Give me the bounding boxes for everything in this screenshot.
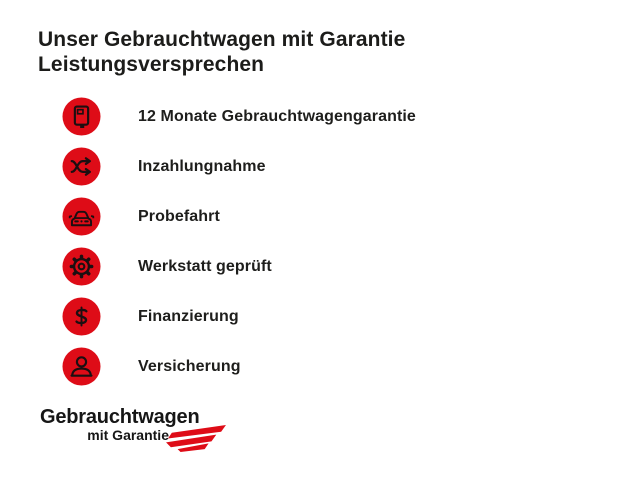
logo-subline: mit Garantie [87, 427, 169, 443]
page-title-line1: Unser Gebrauchtwagen mit Garantie [38, 28, 406, 51]
benefit-row-test-drive [62, 197, 416, 236]
warranty-booklet-icon [62, 97, 101, 136]
shuffle-icon [62, 147, 101, 186]
benefit-row-trade-in [62, 147, 416, 186]
dollar-icon [62, 297, 101, 336]
benefit-row-insurance [62, 347, 416, 386]
benefit-label: Finanzierung [138, 307, 239, 325]
red-swoosh-icon [166, 424, 226, 453]
logo-wordmark: Gebrauchtwagen [40, 406, 200, 428]
benefit-row-workshop [62, 247, 416, 286]
benefit-row-warranty [62, 97, 416, 136]
benefit-label: 12 Monate Gebrauchtwagengarantie [138, 107, 416, 125]
benefit-label: Versicherung [138, 357, 241, 375]
benefit-label: Inzahlungnahme [138, 157, 266, 175]
gear-icon [62, 247, 101, 286]
car-icon [62, 197, 101, 236]
page-title [38, 27, 405, 77]
benefit-label: Probefahrt [138, 207, 220, 225]
benefit-label: Werkstatt geprüft [138, 257, 272, 275]
person-icon [62, 347, 101, 386]
benefit-list [62, 97, 416, 386]
page-title-line2: Leistungsversprechen [38, 53, 265, 76]
benefit-row-financing [62, 297, 416, 336]
